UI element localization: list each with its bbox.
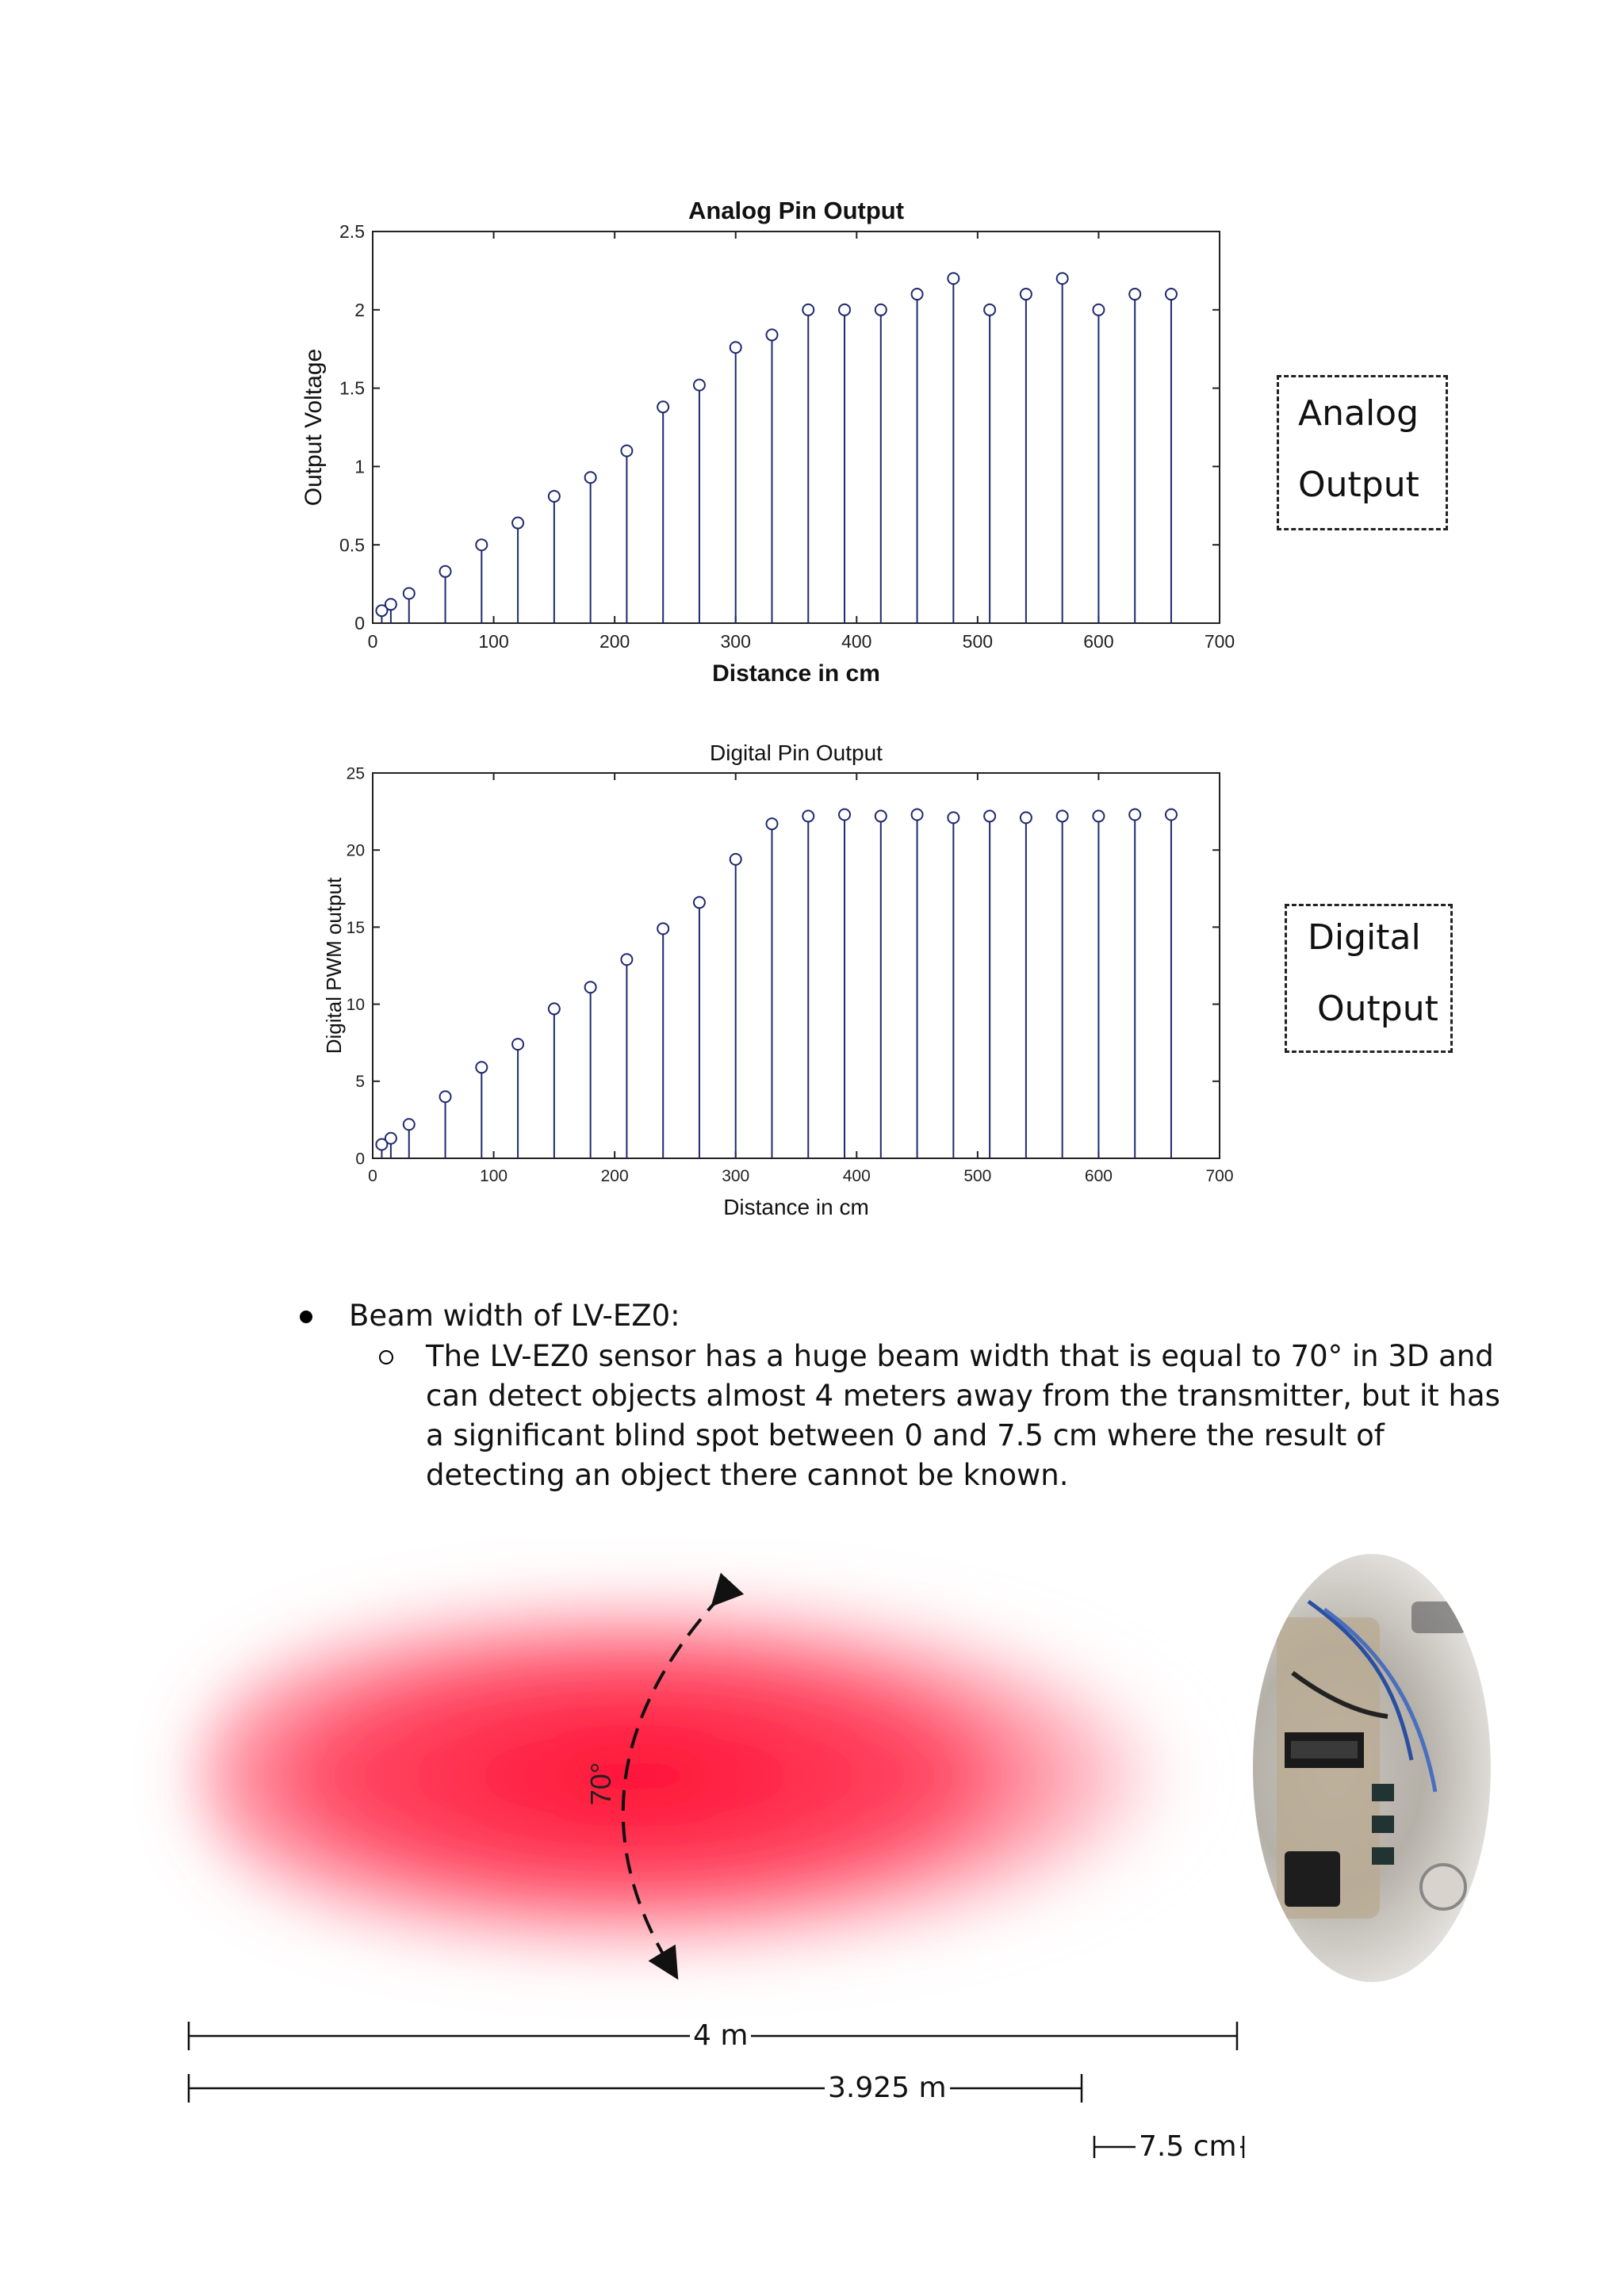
- stem-marker: [585, 472, 596, 483]
- stem-marker: [440, 1091, 451, 1102]
- y-tick-label: 25: [346, 764, 365, 783]
- stem-marker: [802, 810, 814, 821]
- dim-3925m-label: 3.925 m: [825, 2072, 950, 2104]
- stem-marker: [1166, 289, 1177, 300]
- stem-marker: [766, 818, 777, 829]
- dim-4m-label: 4 m: [690, 2020, 751, 2052]
- sub-bullet-circle: [379, 1350, 393, 1364]
- digital-chart: [322, 740, 1234, 1219]
- stem-marker: [404, 1119, 415, 1130]
- stem-marker: [984, 810, 995, 821]
- bullet-dot: [300, 1311, 312, 1323]
- y-tick-label: 20: [346, 841, 365, 860]
- y-tick-label: 1.5: [339, 377, 365, 399]
- y-tick-label: 0: [354, 613, 365, 634]
- stem-marker: [694, 380, 705, 391]
- x-tick-label: 100: [480, 1167, 508, 1185]
- y-tick-label: 0: [355, 1150, 365, 1169]
- stem-marker: [1166, 809, 1177, 820]
- stem-marker: [694, 897, 705, 908]
- x-tick-label: 600: [1083, 631, 1114, 652]
- sub-line-1: The LV-EZ0 sensor has a huge beam width that is equal to 70° in 3D and: [426, 1339, 1494, 1373]
- analog-box-line1: Analog: [1298, 393, 1419, 434]
- angle-label: 70°: [584, 1762, 617, 1806]
- chart-title: Analog Pin Output: [688, 197, 905, 224]
- dimension-lines: [0, 1998, 1624, 2172]
- sensor-photo: [1253, 1554, 1491, 1982]
- analog-box-line2: Output: [1298, 465, 1419, 505]
- analog-output-box: [1277, 375, 1448, 530]
- stem-marker: [948, 273, 959, 284]
- x-axis-label: Distance in cm: [723, 1195, 869, 1219]
- stem-marker: [1057, 273, 1068, 284]
- stem-marker: [875, 304, 887, 316]
- stem-marker: [621, 446, 632, 457]
- chart-title: Digital Pin Output: [710, 740, 883, 765]
- stem-marker: [839, 809, 850, 820]
- y-tick-label: 0.5: [339, 534, 365, 556]
- digital-box-line2: Output: [1317, 989, 1438, 1029]
- stem-marker: [476, 1062, 487, 1073]
- stem-marker: [766, 329, 777, 340]
- y-axis-label: Digital PWM output: [322, 877, 346, 1054]
- stem-marker: [512, 518, 523, 529]
- dim-75cm-label: 7.5 cm: [1136, 2131, 1240, 2163]
- y-tick-label: 5: [355, 1073, 365, 1092]
- x-tick-label: 0: [368, 1167, 377, 1185]
- stem-marker: [948, 812, 959, 823]
- stem-marker: [1057, 810, 1068, 821]
- stem-marker: [802, 304, 814, 316]
- stem-marker: [621, 954, 632, 965]
- stem-marker: [549, 1003, 560, 1014]
- stem-marker: [549, 491, 560, 502]
- y-tick-label: 2.5: [339, 221, 365, 243]
- stem-marker: [404, 587, 415, 599]
- stem-marker: [1021, 812, 1032, 823]
- stem-marker: [984, 304, 995, 316]
- y-tick-label: 10: [346, 995, 365, 1014]
- x-tick-label: 0: [367, 631, 378, 652]
- x-tick-label: 300: [722, 1167, 750, 1185]
- stem-marker: [512, 1039, 523, 1050]
- stem-marker: [1021, 289, 1032, 300]
- y-tick-label: 15: [346, 918, 365, 937]
- beam-shape: [198, 1598, 1237, 1955]
- stem-marker: [1129, 809, 1140, 820]
- plot-frame: [373, 232, 1220, 623]
- stem-marker: [657, 401, 668, 412]
- x-axis-label: Distance in cm: [712, 660, 880, 687]
- x-tick-label: 600: [1084, 1167, 1113, 1185]
- stem-marker: [440, 566, 451, 577]
- stem-marker: [476, 539, 487, 550]
- plot-frame: [373, 773, 1220, 1158]
- x-tick-label: 500: [963, 1167, 992, 1185]
- sub-line-4: detecting an object there cannot be known.: [426, 1458, 1069, 1492]
- stem-marker: [1129, 289, 1140, 300]
- stem-marker: [385, 599, 396, 610]
- sub-line-3: a significant blind spot between 0 and 7.5 cm where the result of: [426, 1418, 1385, 1452]
- stem-marker: [657, 923, 668, 934]
- stem-marker: [912, 289, 923, 300]
- sub-line-2: can detect objects almost 4 meters away from the transmitter, but it has: [426, 1379, 1500, 1413]
- bullet-title: Beam width of LV-EZ0:: [349, 1299, 680, 1333]
- stem-marker: [730, 342, 741, 353]
- x-tick-label: 100: [478, 631, 509, 652]
- stem-marker: [730, 854, 741, 865]
- x-tick-label: 200: [599, 631, 630, 652]
- digital-box-line1: Digital: [1308, 917, 1421, 958]
- stem-marker: [839, 304, 850, 316]
- x-tick-label: 200: [600, 1167, 629, 1185]
- analog-chart: [301, 197, 1235, 687]
- stem-marker: [1093, 304, 1104, 316]
- stem-marker: [1093, 810, 1104, 821]
- x-tick-label: 300: [720, 631, 751, 652]
- digital-output-box: [1285, 904, 1453, 1053]
- stem-marker: [875, 810, 887, 821]
- stem-marker: [585, 982, 596, 993]
- x-tick-label: 400: [842, 1167, 871, 1185]
- stem-marker: [385, 1133, 396, 1144]
- stem-marker: [912, 809, 923, 820]
- sensor-graphic: [1253, 1554, 1491, 1982]
- x-tick-label: 700: [1205, 1167, 1234, 1185]
- y-axis-label: Output Voltage: [301, 348, 327, 507]
- x-tick-label: 400: [841, 631, 872, 652]
- y-tick-label: 2: [354, 299, 365, 320]
- x-tick-label: 500: [962, 631, 994, 652]
- x-tick-label: 700: [1204, 631, 1235, 652]
- y-tick-label: 1: [354, 456, 365, 477]
